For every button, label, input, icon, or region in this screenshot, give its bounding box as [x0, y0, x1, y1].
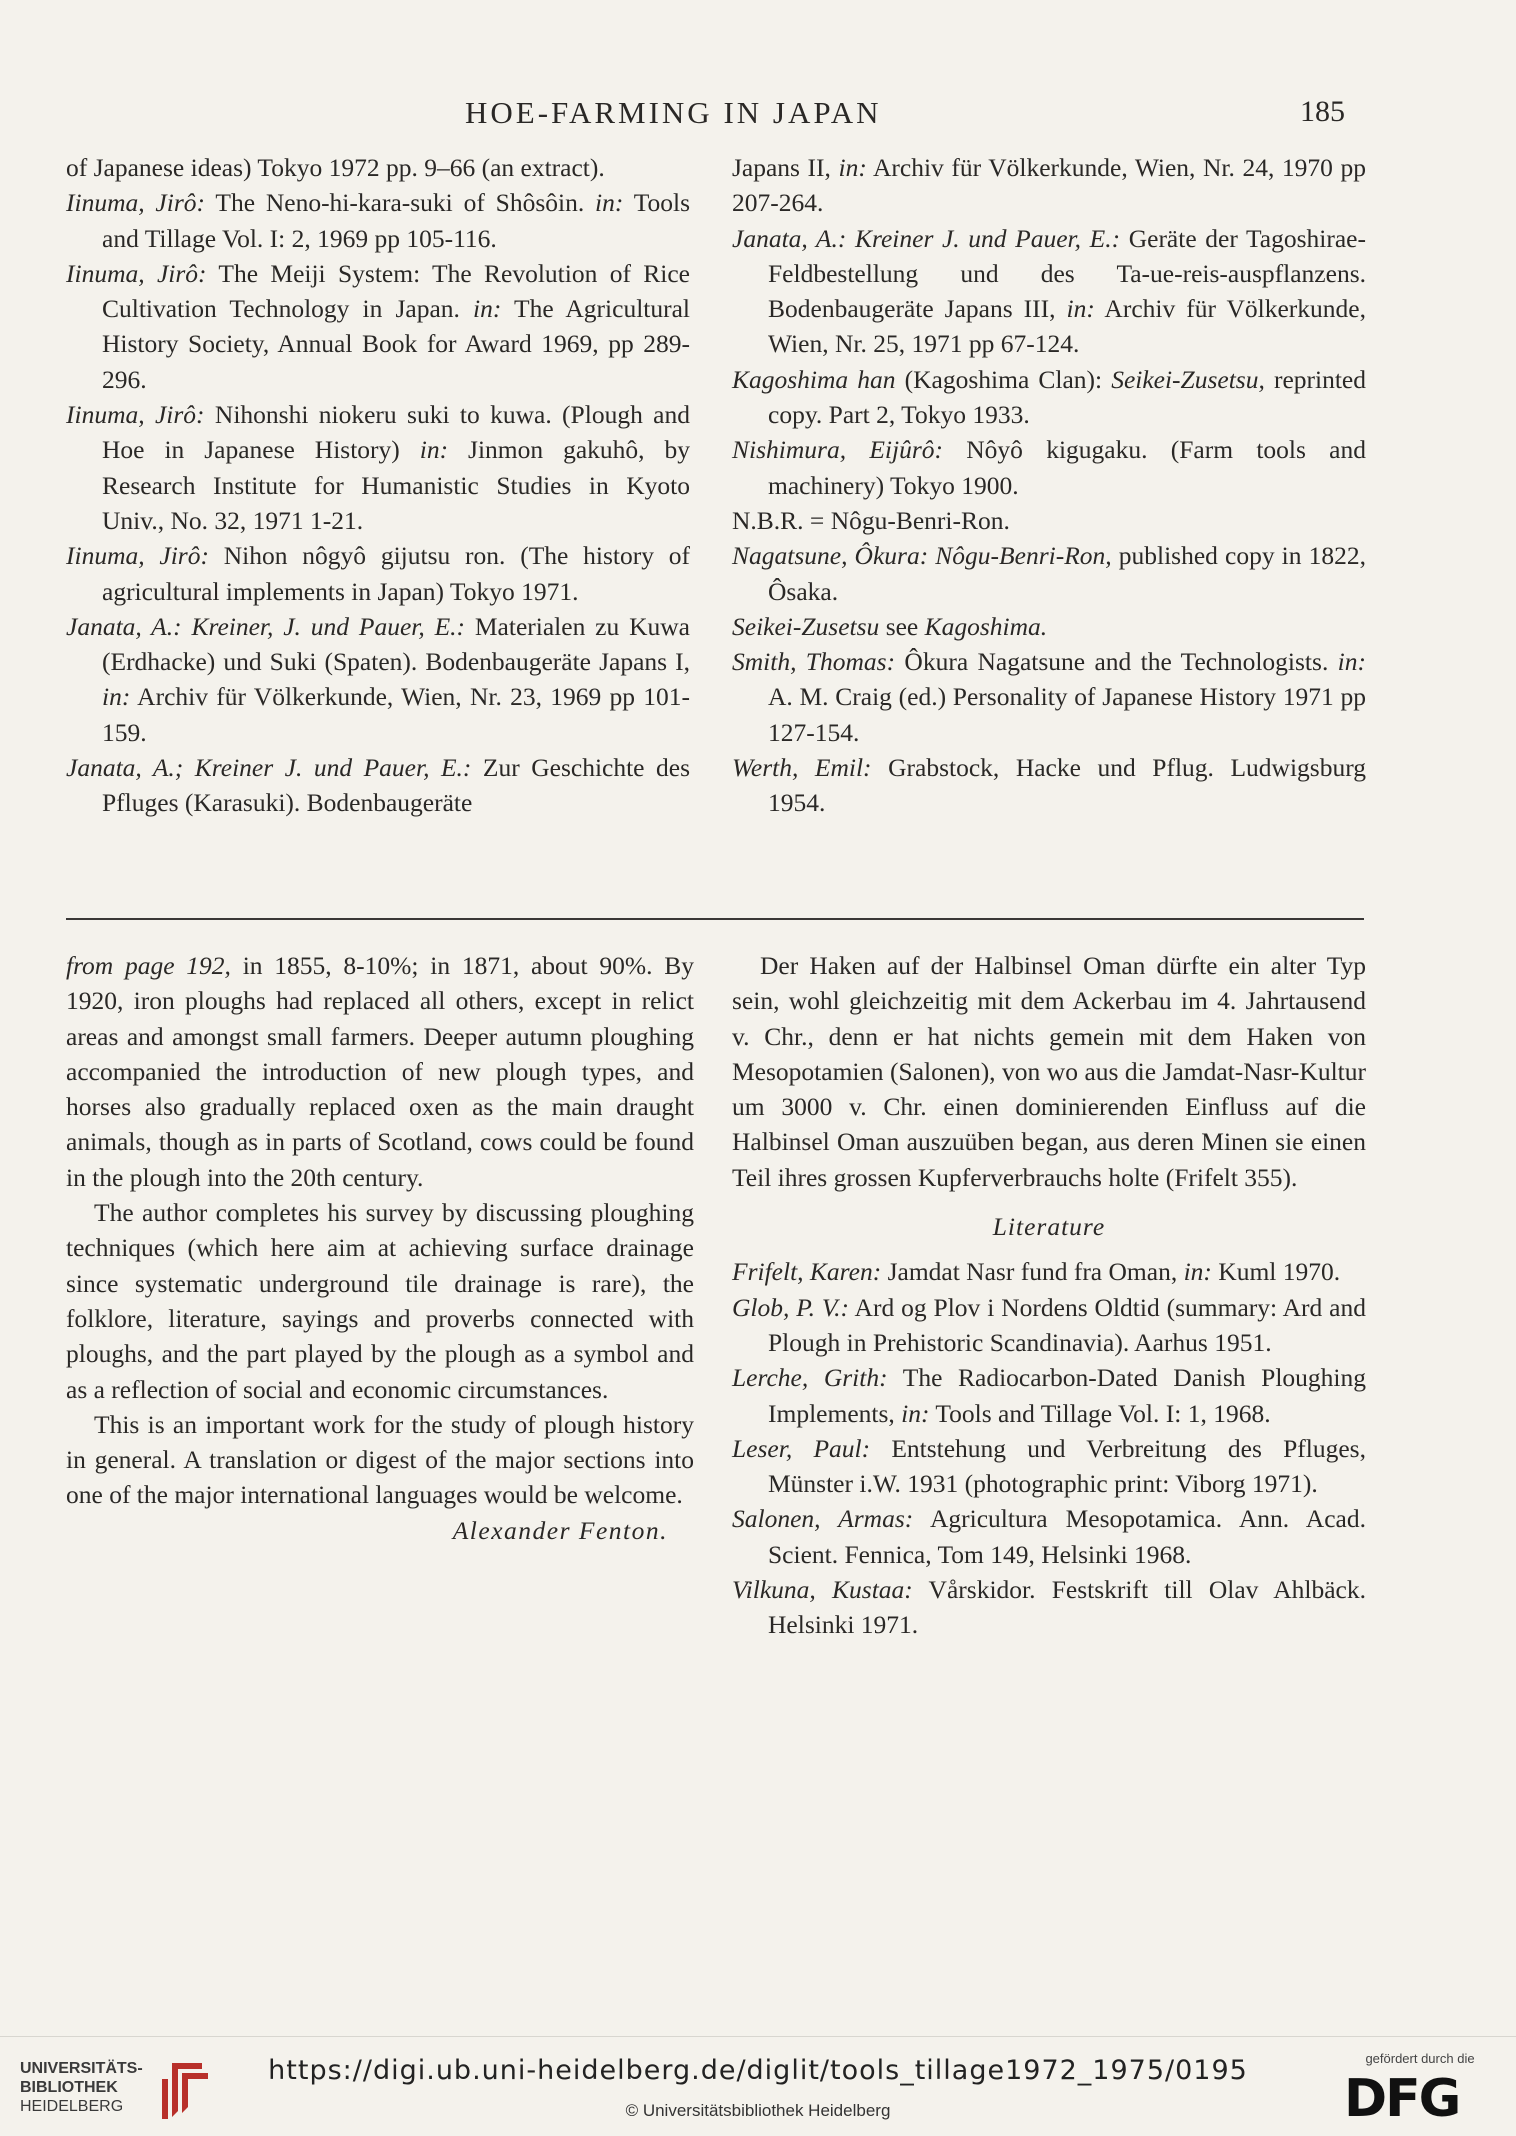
review-paragraph-2: The author completes his survey by discussing ploughing techniques (which here aim at achieving surface drainage since systematic underground tile drainage is rare), the folklore, literature, sayings and proverbs connected with ploughs, and the part played by the plough as a symbol and as a reflection of social and economic circumstances. — [66, 1198, 694, 1404]
reference-text: Kuml 1970. — [1211, 1257, 1341, 1287]
reference-entry — [732, 1501, 1366, 1572]
running-title: HOE-FARMING IN JAPAN — [465, 95, 882, 130]
reference-text: Nôyô kigugaku. (Farm tools and machinery) Tokyo 1900. — [768, 435, 1366, 500]
reference-entry — [66, 185, 690, 256]
reference-text: Grabstock, Hacke und Pflug. Ludwigsburg 1954. — [768, 753, 1366, 818]
reference-author: Glob, P. V.: — [732, 1292, 850, 1322]
reference-text: Archiv für Völkerkunde, Wien, Nr. 24, 1970 pp 207-264. — [732, 153, 1366, 218]
reference-text: The Agricultural History Society, Annual Book for Award 1969, pp 289-296. — [102, 294, 691, 394]
reference-text: Entstehung und Verbreitung des Pfluges, Münster i.W. 1931 (photographic print: Viborg 1971). — [768, 1433, 1366, 1499]
reference-entry — [732, 1290, 1366, 1361]
reference-author: Iinuma, Jirô: — [66, 258, 207, 288]
reference-entry — [66, 150, 690, 185]
review-paragraph-3: This is an important work for the study of plough history in general. A translation or digest of the major sections into one of the major international languages would be welcome. — [66, 1409, 694, 1510]
reference-italic: in: — [1183, 1257, 1212, 1287]
reference-entry — [732, 150, 1366, 221]
oman-paragraph: Der Haken auf der Halbinsel Oman dürfte ein alter Typ sein, wohl gleichzeitig mit dem Ackerbau im 4. Jahrtausend v. Chr., denn er hat nichts gemein mit dem Haken von Mesopotamien (Salonen), von wo aus die Jamdat-Nasr-Kultur um 3000 v. Chr. einen dominierenden Einfluss auf die Halbinsel Oman auszuüben began, aus deren Minen sie einen Teil ihres grossen Kupferverbrauchs holte (Frifelt 355). — [732, 951, 1366, 1192]
reviewer-signature: Alexander Fenton. — [452, 1515, 668, 1545]
reference-italic: Kagoshima. — [924, 611, 1048, 641]
reference-author: Leser, Paul: — [732, 1433, 871, 1463]
reference-text: Tools and Tillage Vol. I: 1, 1968. — [929, 1398, 1271, 1428]
reference-text: The Meiji System: The Revolution of Rice Cultivation Technology in Japan. — [102, 258, 691, 324]
page-number: 185 — [1300, 95, 1345, 128]
reference-text: Nihon nôgyô gijutsu ron. (The history of agricultural implements in Japan) Tokyo 1971. — [102, 541, 691, 606]
reference-author: Frifelt, Karen: — [732, 1257, 882, 1287]
dfg-logo[interactable]: DFG — [1344, 2069, 1460, 2129]
reference-author: Nagatsune, Ôkura: Nôgu-Benri-Ron, — [732, 541, 1112, 571]
literature-heading: Literature — [992, 1212, 1106, 1242]
reference-text: N.B.R. = Nôgu-Benri-Ron. — [732, 505, 1010, 535]
reference-entry — [66, 256, 690, 397]
reference-author: Smith, Thomas: — [732, 647, 896, 677]
reference-text: Ôkura Nagatsune and the Technologists. — [895, 647, 1338, 677]
reference-author: Iinuma, Jirô: — [66, 188, 206, 218]
reference-text: Japans II, — [732, 153, 839, 182]
reference-text: Jamdat Nasr fund fra Oman, — [881, 1257, 1184, 1287]
reference-italic: in: — [901, 1398, 930, 1428]
dfg-credit: gefördert durch die — [1365, 2051, 1475, 2066]
reference-entry — [66, 750, 690, 821]
reference-italic: in: — [595, 188, 624, 218]
literature-list — [732, 1254, 1366, 1642]
permalink-url[interactable]: https://digi.ub.uni-heidelberg.de/diglit/tools_tillage1972_1975/0195 — [268, 2055, 1248, 2086]
reference-entry — [732, 1572, 1366, 1643]
left-top-column — [66, 150, 690, 821]
reference-entry — [732, 1360, 1366, 1431]
reference-text: Agricultura Mesopotamica. Ann. Acad. Scient. Fennica, Tom 149, Helsinki 1968. — [768, 1504, 1366, 1569]
reference-italic: Seikei-Zusetsu, — [1111, 364, 1265, 394]
reference-italic: in: — [473, 294, 502, 324]
copyright-notice: © Universitätsbibliothek Heidelberg — [625, 2101, 891, 2120]
reference-italic: in: — [838, 153, 867, 182]
reference-entry — [732, 1254, 1366, 1289]
left-bottom-column — [66, 948, 694, 1548]
reference-author: Iinuma, Jirô: — [66, 541, 209, 571]
reference-text: Archiv für Völkerkunde, Wien, Nr. 25, 1971 pp 67-124. — [768, 294, 1366, 359]
reference-text: reprinted copy. Part 2, Tokyo 1933. — [768, 364, 1367, 430]
reference-text: Tools and Tillage Vol. I: 2, 1969 pp 105-116. — [102, 188, 691, 253]
reference-entry — [732, 503, 1366, 538]
reference-entry — [732, 609, 1366, 644]
footer-bar — [0, 2036, 1516, 2136]
reference-text: published copy in 1822, Ôsaka. — [768, 541, 1366, 606]
reference-text: of Japanese ideas) Tokyo 1972 pp. 9–66 (an extract). — [66, 153, 605, 182]
right-top-column — [732, 150, 1366, 821]
reference-text: Geräte der Tagoshirae-Feldbestellung und des Ta-ue-reis-auspflanzens. Bodenbaugeräte Japans III, — [768, 223, 1366, 324]
paragraph-text: in 1855, 8-10%; in 1871, about 90%. By 1920, iron ploughs had replaced all others, except in relict areas and amongst small farmers. Deeper autumn ploughing accompanied the introduction of new plough types, and horses also gradually replaced oxen as the main draught animals, though as in parts of Scotland, cows could be found in the plough into the 20th century. — [66, 951, 695, 1192]
reference-author: Salonen, Armas: — [732, 1504, 914, 1534]
reference-italic: in: — [1066, 294, 1095, 324]
reference-author: Janata, A.; Kreiner J. und Pauer, E.: — [66, 753, 472, 783]
reference-italic: in: — [419, 435, 449, 465]
page-header — [0, 95, 1516, 135]
reference-author: Kagoshima han — [732, 364, 896, 394]
reference-text: Ard og Plov i Nordens Oldtid (summary: Ard and Plough in Prehistoric Scandinavia). Aarhus 1951. — [768, 1292, 1366, 1357]
review-paragraph-1 — [66, 948, 694, 1195]
reference-text: Materialen zu Kuwa (Erdhacke) und Suki (Spaten). Bodenbaugeräte Japans I, — [102, 611, 690, 677]
reference-entry — [732, 538, 1366, 609]
reference-entry — [66, 538, 690, 609]
reference-entry — [732, 221, 1366, 362]
reference-text: The Neno-hi-kara-suki of Shôsôin. — [205, 188, 596, 218]
reference-entry — [732, 432, 1366, 503]
reference-text: Zur Geschichte des Pfluges (Karasuki). Bodenbaugeräte — [102, 753, 690, 818]
reference-entry — [732, 1431, 1366, 1502]
reference-entry — [732, 644, 1366, 750]
reference-italic: in: — [102, 682, 131, 712]
library-name-line1: UNIVERSITÄTS- — [20, 2060, 143, 2077]
reference-author: Werth, Emil: — [732, 753, 872, 783]
reference-author: Seikei-Zusetsu — [732, 611, 880, 641]
reference-text: Vårskidor. Festskrift till Olav Ahlbäck. Helsinki 1971. — [768, 1575, 1366, 1640]
reference-entry — [66, 609, 690, 750]
library-name-line3: HEIDELBERG — [20, 2098, 124, 2115]
reference-italic: in: — [1337, 647, 1366, 677]
reference-author: Vilkuna, Kustaa: — [732, 1575, 913, 1605]
reference-text: Archiv für Völkerkunde, Wien, Nr. 23, 1969 pp 101-159. — [102, 682, 690, 747]
reference-entry — [732, 750, 1366, 821]
reference-author: Iinuma, Jirô: — [66, 400, 205, 430]
reference-text: (Kagoshima Clan): — [895, 364, 1112, 394]
section-divider — [66, 918, 1364, 920]
library-name-line2: BIBLIOTHEK — [20, 2079, 118, 2096]
right-bottom-column — [732, 948, 1366, 1643]
reference-text: see — [879, 611, 925, 641]
reference-author: Janata, A.: Kreiner J. und Pauer, E.: — [732, 223, 1121, 253]
reference-author: Janata, A.: Kreiner, J. und Pauer, E.: — [66, 611, 466, 641]
reference-author: Lerche, Grith: — [732, 1363, 888, 1393]
reference-text: A. M. Craig (ed.) Personality of Japanese History 1971 pp 127-154. — [768, 682, 1366, 747]
page-reference: from page 192, — [66, 951, 231, 980]
reference-entry — [66, 397, 690, 538]
reference-entry — [732, 362, 1366, 433]
reference-author: Nishimura, Eijûrô: — [732, 435, 943, 465]
reference-text: The Radiocarbon-Dated Danish Ploughing Implements, — [768, 1363, 1366, 1428]
reference-text: Jinmon gakuhô, by Research Institute for Humanistic Studies in Kyoto Univ., No. 32, 1971 1-21. — [102, 435, 690, 535]
reference-text: Nihonshi niokeru suki to kuwa. (Plough and Hoe in Japanese History) — [102, 400, 690, 465]
